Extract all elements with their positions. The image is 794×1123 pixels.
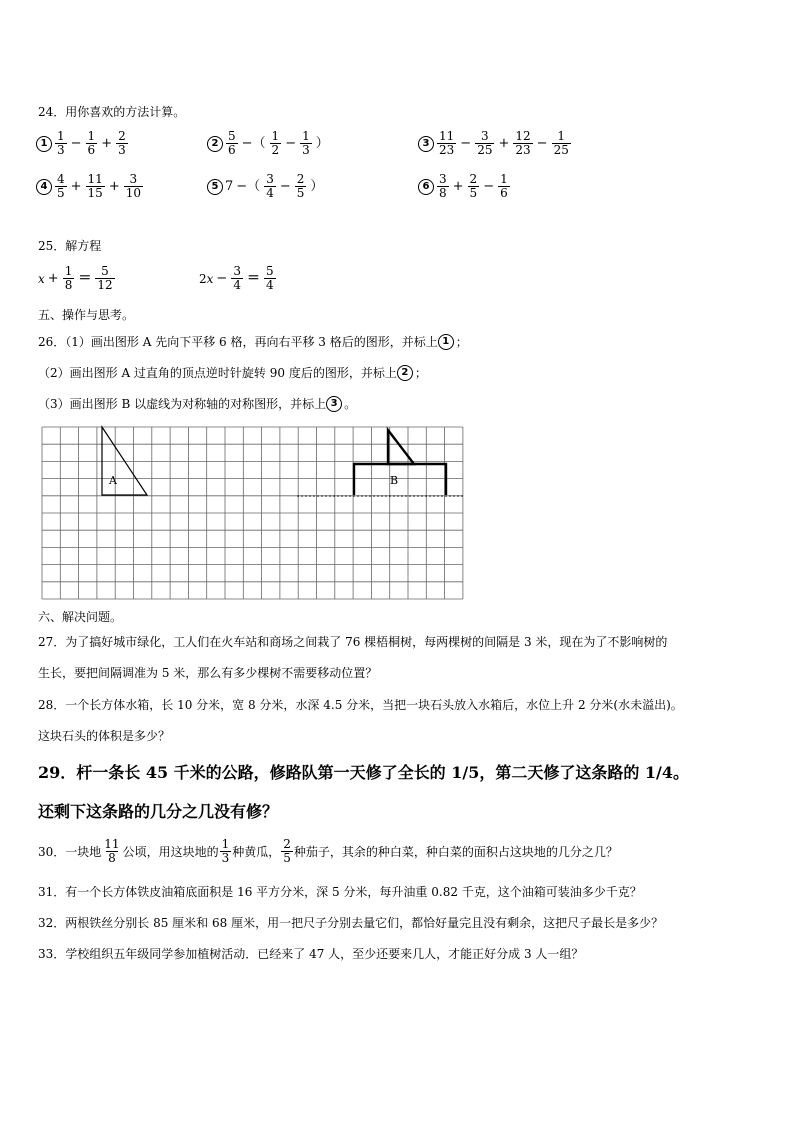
circle-number-1: 1 (36, 136, 52, 152)
q31-text: 31．有一个长方体铁皮油箱底面积是 16 平方分米，深 5 分米，每升油重 0.82 千克，这个油箱可装油多少千克？ (38, 885, 642, 899)
fraction: $\frac{1}{8}$ (64, 264, 73, 293)
q27-line-2: 生长，要把间隔调准为 5 米，那么有多少棵树不需要移动位置？ (38, 666, 378, 680)
q30-text: 30．一块地 $\frac{11}{8}$ 公顷，用这块地的 $\frac{1}{3}$ 种黄瓜， $\frac{2}{5}$ 种茄子，其余的种白菜，种白菜的面积占这块地的几分之几？ (38, 837, 618, 866)
q25-equation-2: 2 x − $\frac{3}{4}$ ＝ $\frac{5}{4}$ (199, 264, 274, 293)
q33-text: 33．学校组织五年级同学参加植树活动．已经来了 47 人，至少还要来几人，才能正好分成 3 人一组？ (38, 947, 584, 961)
fraction: $\frac{5}{4}$ (265, 264, 274, 293)
q29-line-1: 29．杆一条长 45 千米的公路，修路队第一天修了全长的 1/5，第二天修了这条路的 1/4。 (38, 763, 690, 782)
circle-number-3: 3 (418, 136, 434, 152)
fraction: $\frac{3}{25}$ (477, 129, 493, 158)
circle-mark-1: 1 (438, 334, 454, 350)
q24-expr-2: 2 $\frac{5}{6}$ −（ $\frac{1}{2}$ − $\frac{1}{3}$ ） (207, 130, 332, 157)
fraction: $\frac{3}{8}$ (439, 172, 447, 201)
fraction: $\frac{11}{8}$ (104, 837, 120, 866)
fraction: $\frac{1}{25}$ (553, 129, 569, 158)
fraction: $\frac{2}{5}$ (469, 172, 478, 201)
fraction: $\frac{11}{15}$ (87, 172, 103, 201)
circle-number-6: 6 (418, 179, 434, 195)
q32-text: 32．两根铁丝分别长 85 厘米和 68 厘米，用一把尺子分别去量它们，都恰好量完且没有剩余，这把尺子最长是多少？ (38, 916, 664, 930)
section-6-heading: 六、解决问题。 (38, 610, 123, 624)
fraction: $\frac{5}{12}$ (97, 264, 113, 293)
fraction: $\frac{3}{4}$ (233, 264, 241, 293)
fraction: $\frac{5}{6}$ (228, 129, 236, 158)
q26-line-1: 26．（1）画出图形 A 先向下平移 6 格，再向右平移 3 格后的图形，并标上 1 ； (38, 335, 468, 349)
q26-line-3: （3）画出图形 B 以虚线为对称轴的对称图形，并标上 3 。 (38, 397, 357, 411)
circle-mark-2: 2 (397, 365, 413, 381)
fraction: $\frac{1}{6}$ (87, 129, 96, 158)
fraction: $\frac{2}{5}$ (283, 837, 291, 866)
q24-expr-4: 4 $\frac{4}{5}$ + $\frac{11}{15}$ + $\frac{3}{10}$ (36, 173, 144, 200)
circle-mark-3: 3 (326, 396, 342, 412)
q24-expr-6: 6 $\frac{3}{8}$ + $\frac{2}{5}$ − $\frac{1}{6}$ (418, 173, 511, 200)
fraction: $\frac{2}{3}$ (118, 129, 126, 158)
fraction: $\frac{11}{23}$ (439, 129, 455, 158)
circle-number-4: 4 (36, 179, 52, 195)
q25-equation-1: x + $\frac{1}{8}$ ＝ $\frac{5}{12}$ (38, 264, 113, 293)
shape-a-label: A (109, 474, 117, 487)
fraction: $\frac{1}{6}$ (500, 172, 508, 201)
fraction: $\frac{1}{3}$ (302, 129, 310, 158)
q28-line-2: 这块石头的体积是多少？ (38, 729, 171, 743)
q24-expr-5: 5 7 −（ $\frac{3}{4}$ − $\frac{2}{5}$ ） (207, 173, 326, 200)
fraction: $\frac{1}{2}$ (271, 129, 280, 158)
circle-number-2: 2 (207, 136, 223, 152)
fraction: $\frac{2}{5}$ (296, 172, 305, 201)
q27-line-1: 27．为了搞好城市绿化，工人们在火车站和商场之间栽了 76 棵梧桐树，每两棵树的间隔是 3 米，现在为了不影响树的 (38, 635, 668, 649)
section-5-heading: 五、操作与思考。 (38, 308, 135, 322)
fraction: $\frac{1}{3}$ (221, 837, 230, 866)
shape-b-flag (388, 430, 414, 464)
fraction: $\frac{1}{3}$ (57, 129, 65, 158)
fraction: $\frac{4}{5}$ (57, 172, 65, 201)
q24-title: 24．用你喜欢的方法计算。 (38, 105, 186, 119)
q24-expr-1: 1 $\frac{1}{3}$ − $\frac{1}{6}$ + $\frac{2}{3}$ (36, 130, 129, 157)
grid-lines (42, 427, 463, 599)
q29-line-2: 还剩下这条路的几分之几没有修？ (38, 802, 279, 821)
shape-b-outline (354, 464, 446, 495)
fraction: $\frac{3}{10}$ (125, 172, 142, 201)
circle-number-5: 5 (207, 179, 223, 195)
fraction: $\frac{3}{4}$ (266, 172, 274, 201)
q24-expr-3: 3 $\frac{11}{23}$ − $\frac{3}{25}$ + $\frac{12}{23}$ − $\frac{1}{25}$ (418, 130, 572, 157)
shape-b-label: B (390, 474, 399, 487)
fraction: $\frac{12}{23}$ (515, 129, 531, 158)
q26-line-2: （2）画出图形 A 过直角的顶点逆时针旋转 90 度后的图形，并标上 2 ； (38, 366, 427, 380)
q28-line-1: 28．一个长方体水箱，长 10 分米，宽 8 分米，水深 4.5 分米，当把一块石头放入水箱后，水位上升 2 分米(水未溢出)。 (38, 698, 683, 712)
q25-title: 25．解方程 (38, 239, 102, 253)
